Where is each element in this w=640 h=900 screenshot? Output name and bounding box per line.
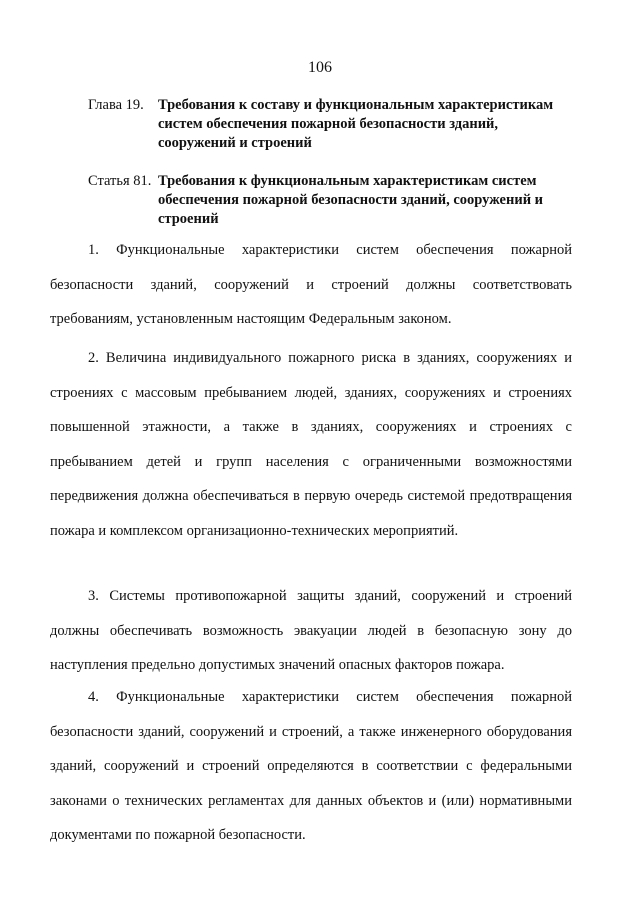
chapter-number: Глава 19.: [88, 97, 144, 113]
paragraph-3: 3. Системы противопожарной защиты зданий, сооружений и строений должны обеспечивать возможность эвакуации людей в безопасную зону до наступления предельно допустимых значений опасных факторов пожара.: [50, 588, 572, 673]
chapter-title: Требования к составу и функциональным характеристикам систем обеспечения пожарной безопасности зданий, сооружений и строений: [158, 97, 554, 151]
article-heading: [88, 172, 588, 229]
article-title: Требования к функциональным характеристикам систем обеспечения пожарной безопасности зданий, сооружений и строений: [158, 173, 544, 227]
article-number: Статья 81.: [88, 173, 152, 189]
paragraph-1: 1. Функциональные характеристики систем обеспечения пожарной безопасности зданий, сооружений и строений должны соответствовать требованиям, установленным настоящим Федеральным законом.: [50, 242, 572, 327]
chapter-heading: [88, 96, 588, 153]
page-number: 106: [308, 59, 332, 76]
paragraph-2: 2. Величина индивидуального пожарного риска в зданиях, сооружениях и строениях с массовым пребыванием людей, зданиях, сооружениях и строениях повышенной этажности, а также в зданиях, сооружениях и строениях с пребыванием детей и групп населения с ограниченными возможностями передвижения должна обеспечиваться в первую очередь системой предотвращения пожара и комплексом организационно-технических мероприятий.: [50, 350, 572, 539]
paragraph-4: 4. Функциональные характеристики систем обеспечения пожарной безопасности зданий, сооружений и строений, а также инженерного оборудования зданий, сооружений и строений определяются в соответствии с федеральными законами о технических регламентах для данных объектов и (или) нормативными документами по пожарной безопасности.: [50, 689, 572, 843]
